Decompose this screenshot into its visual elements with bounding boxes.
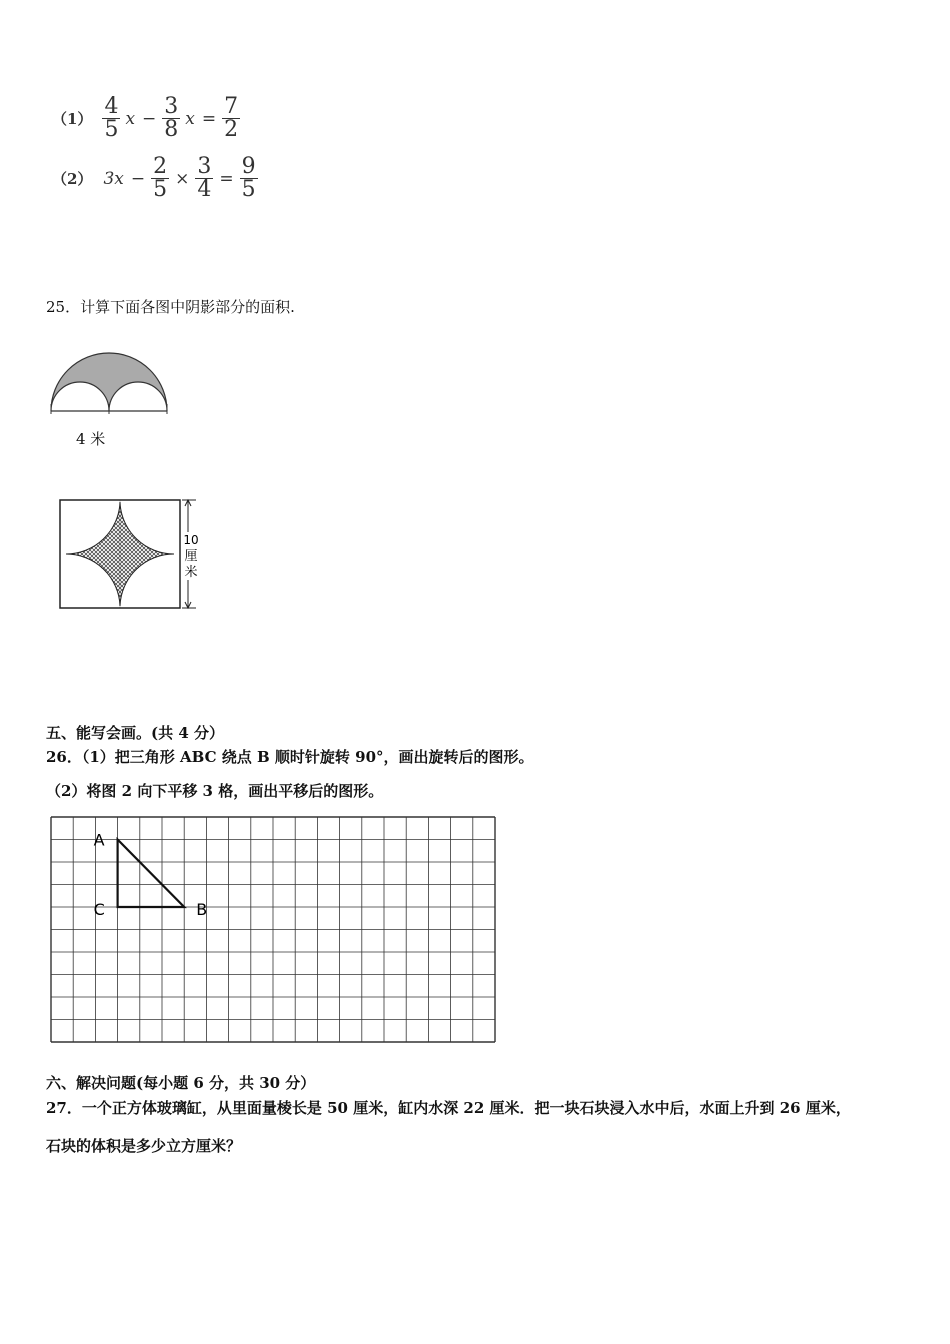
- point-b-label: B: [196, 900, 208, 919]
- dimension-number: 10: [183, 533, 199, 547]
- section-5-title: 五、能写会画。(共 4 分）: [46, 724, 224, 742]
- grid-figure: [50, 816, 496, 1043]
- shaded-region: [51, 353, 167, 411]
- figure-1-label: 4 米: [76, 430, 106, 448]
- variable: x: [125, 108, 136, 129]
- fraction: $\frac{4}{5}$: [104, 94, 119, 142]
- fraction: $\frac{3}{8}$: [164, 94, 179, 142]
- fraction: $\frac{2}{5}$: [153, 154, 168, 202]
- triangle-abc: [118, 840, 185, 908]
- question-26-part-2: （2）将图 2 向下平移 3 格，画出平移后的图形。: [46, 782, 384, 800]
- equation-1: [52, 96, 242, 141]
- equation-1-label: （1）: [52, 110, 93, 128]
- dimension-unit-2: 米: [184, 565, 198, 580]
- equation-2: [52, 156, 260, 201]
- operator: −: [130, 168, 146, 189]
- point-a-label: A: [93, 830, 105, 850]
- operator: =: [201, 108, 217, 129]
- question-27-line-2: 石块的体积是多少立方厘米？: [46, 1137, 242, 1155]
- operator: −: [142, 108, 157, 129]
- operator: ×: [175, 168, 190, 189]
- point-c-label: C: [93, 900, 105, 919]
- figure-semicircles: [46, 334, 176, 416]
- dimension-unit-1: 厘: [184, 549, 198, 564]
- fraction: $\frac{9}{5}$: [241, 154, 256, 202]
- section-6-title: 六、解决问题(每小题 6 分，共 30 分）: [46, 1074, 316, 1092]
- question-26-part-1: 26．（1）把三角形 ABC 绕点 B 顺时针旋转 90°，画出旋转后的图形。: [46, 748, 534, 766]
- fraction: $\frac{7}{2}$: [224, 94, 239, 142]
- question-27-line-1: 27．一个正方体玻璃缸，从里面量棱长是 50 厘米，缸内水深 22 厘米．把一块石块浸入水中后，水面上升到 26 厘米，: [46, 1099, 851, 1117]
- question-25-text: 25．计算下面各图中阴影部分的面积.: [46, 298, 295, 316]
- equation-2-label: （2）: [52, 170, 93, 188]
- operator: =: [219, 168, 234, 189]
- fraction: $\frac{3}{4}$: [197, 154, 212, 202]
- variable: x: [185, 108, 195, 129]
- figure-square-star: [56, 496, 216, 612]
- term: 3x: [103, 168, 124, 189]
